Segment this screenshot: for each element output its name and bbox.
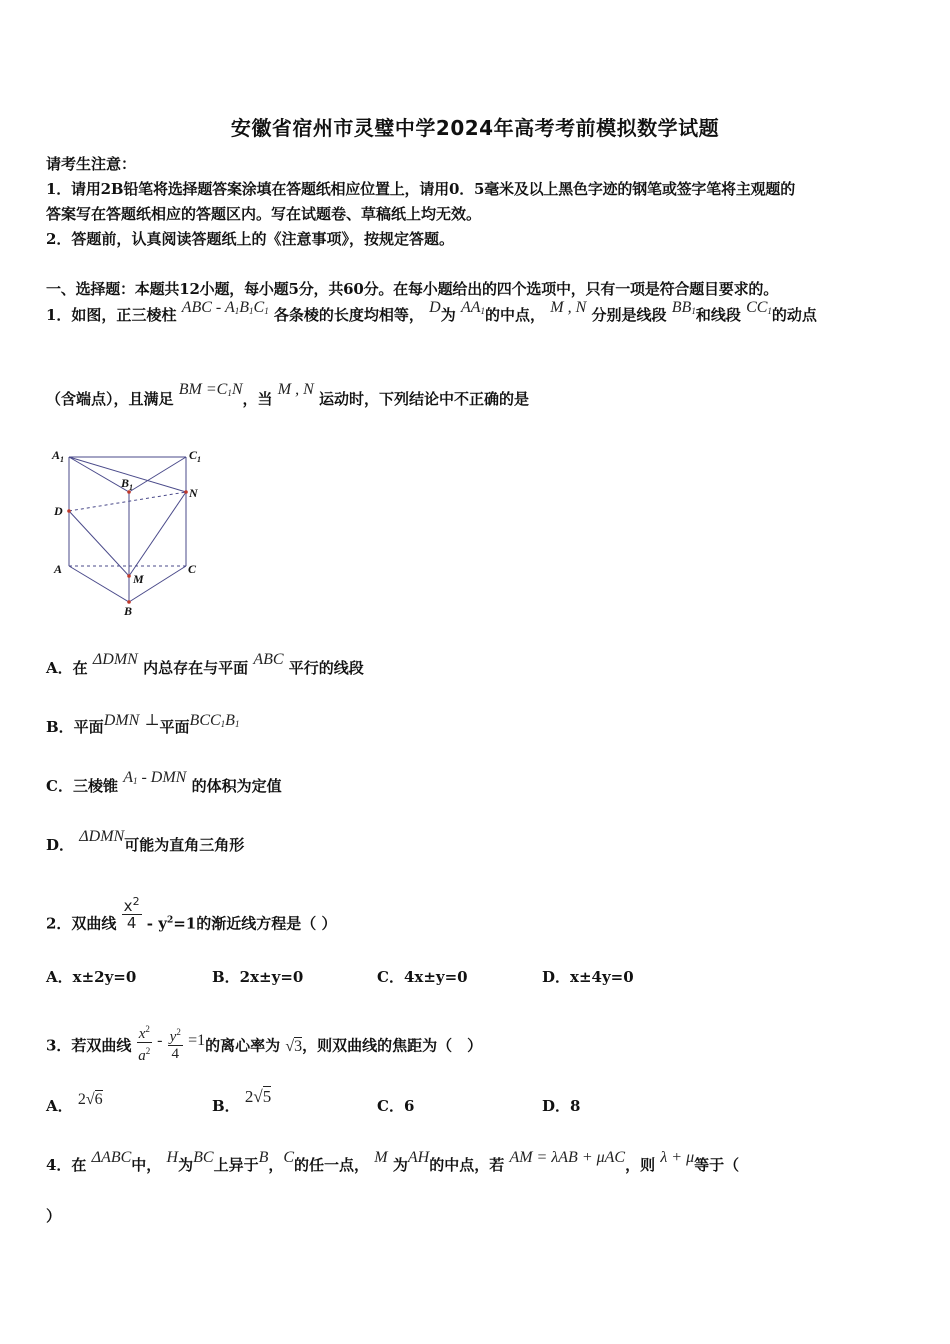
label-C: C	[188, 562, 197, 576]
q1-line1: 1．如图，正三棱柱 ABC - $A_1B_1C_1$ 各条棱的长度均相等， D为 $AA_1$的中点， M , N 分别是线段 $BB_1$和线段 $CC_1$的动点	[46, 299, 817, 324]
notice-item1-line2: 答案写在答题纸相应的答题区内。写在试题卷、草稿纸上均无效。	[46, 205, 482, 223]
q2-option-a: A．x±2y=0	[46, 968, 137, 986]
label-N: N	[189, 486, 198, 500]
q3-stem: 3．若双曲线 $\frac{x^2}{a^2}$ - $\frac{y^2}{4}$ =1的离心率为 √3，则双曲线的焦距为（ ）	[46, 1025, 482, 1068]
label-C1: $C_1$	[189, 448, 202, 464]
page-title: 安徽省宿州市灵璧中学2024年高考考前模拟数学试题	[230, 116, 720, 140]
label-B1: $B_1$	[121, 476, 134, 492]
q2-stem: 2．双曲线 $\frac{x^2}{4}$ - $y^2=1$的渐近线方程是（ ）	[46, 895, 337, 933]
label-M: M	[133, 572, 144, 586]
label-A: A	[54, 562, 63, 576]
label-A1: $A_1$	[52, 448, 65, 464]
section1-heading: 一、选择题：本题共12小题，每小题5分，共60分。在每小题给出的四个选项中，只有一项是符合题目要求的。	[46, 280, 778, 298]
notice-item1-line1: 1．请用2B铅笔将选择题答案涂填在答题纸相应位置上，请用0．5毫米及以上黑色字迹的钢笔或签字笔将主观题的	[46, 180, 796, 198]
q4-stem-end: ）	[46, 1207, 62, 1225]
q1-option-c: C．三棱锥 $A_1$ - DMN 的体积为定值	[46, 769, 282, 795]
q1-line2: （含端点），且满足 BM $=C_1N$，当 M , N 运动时，下列结论中不正确的是	[46, 381, 529, 408]
q4-stem: 4．在 ΔABC中， H为BC上异于B，C的任一点， M 为AH的中点，若 AM = λAB + μAC，则 λ + μ等于（	[46, 1149, 740, 1174]
q1-option-d: D． ΔDMN可能为直角三角形	[46, 828, 245, 854]
q3-option-b: B． 2√5	[212, 1087, 272, 1115]
q2-option-d: D．x±4y=0	[542, 968, 634, 986]
q1-option-b: B．平面DMN ⊥平面$BCC_1B_1$	[46, 712, 240, 736]
label-D: D	[54, 504, 63, 518]
q3-option-d: D．8	[542, 1097, 581, 1115]
q3-option-c: C．6	[377, 1097, 415, 1115]
q3-option-a: A． 2√6	[46, 1091, 103, 1115]
notice-heading: 请考生注意：	[46, 155, 137, 173]
label-B: B	[124, 604, 133, 618]
q2-option-b: B．2x±y=0	[212, 968, 304, 986]
q1-option-a: A．在 ΔDMN 内总存在与平面 ABC 平行的线段	[46, 651, 364, 677]
q2-option-c: C．4x±y=0	[377, 968, 468, 986]
notice-item2: 2．答题前，认真阅读答题纸上的《注意事项》，按规定答题。	[46, 230, 454, 248]
prism-figure	[40, 440, 220, 620]
